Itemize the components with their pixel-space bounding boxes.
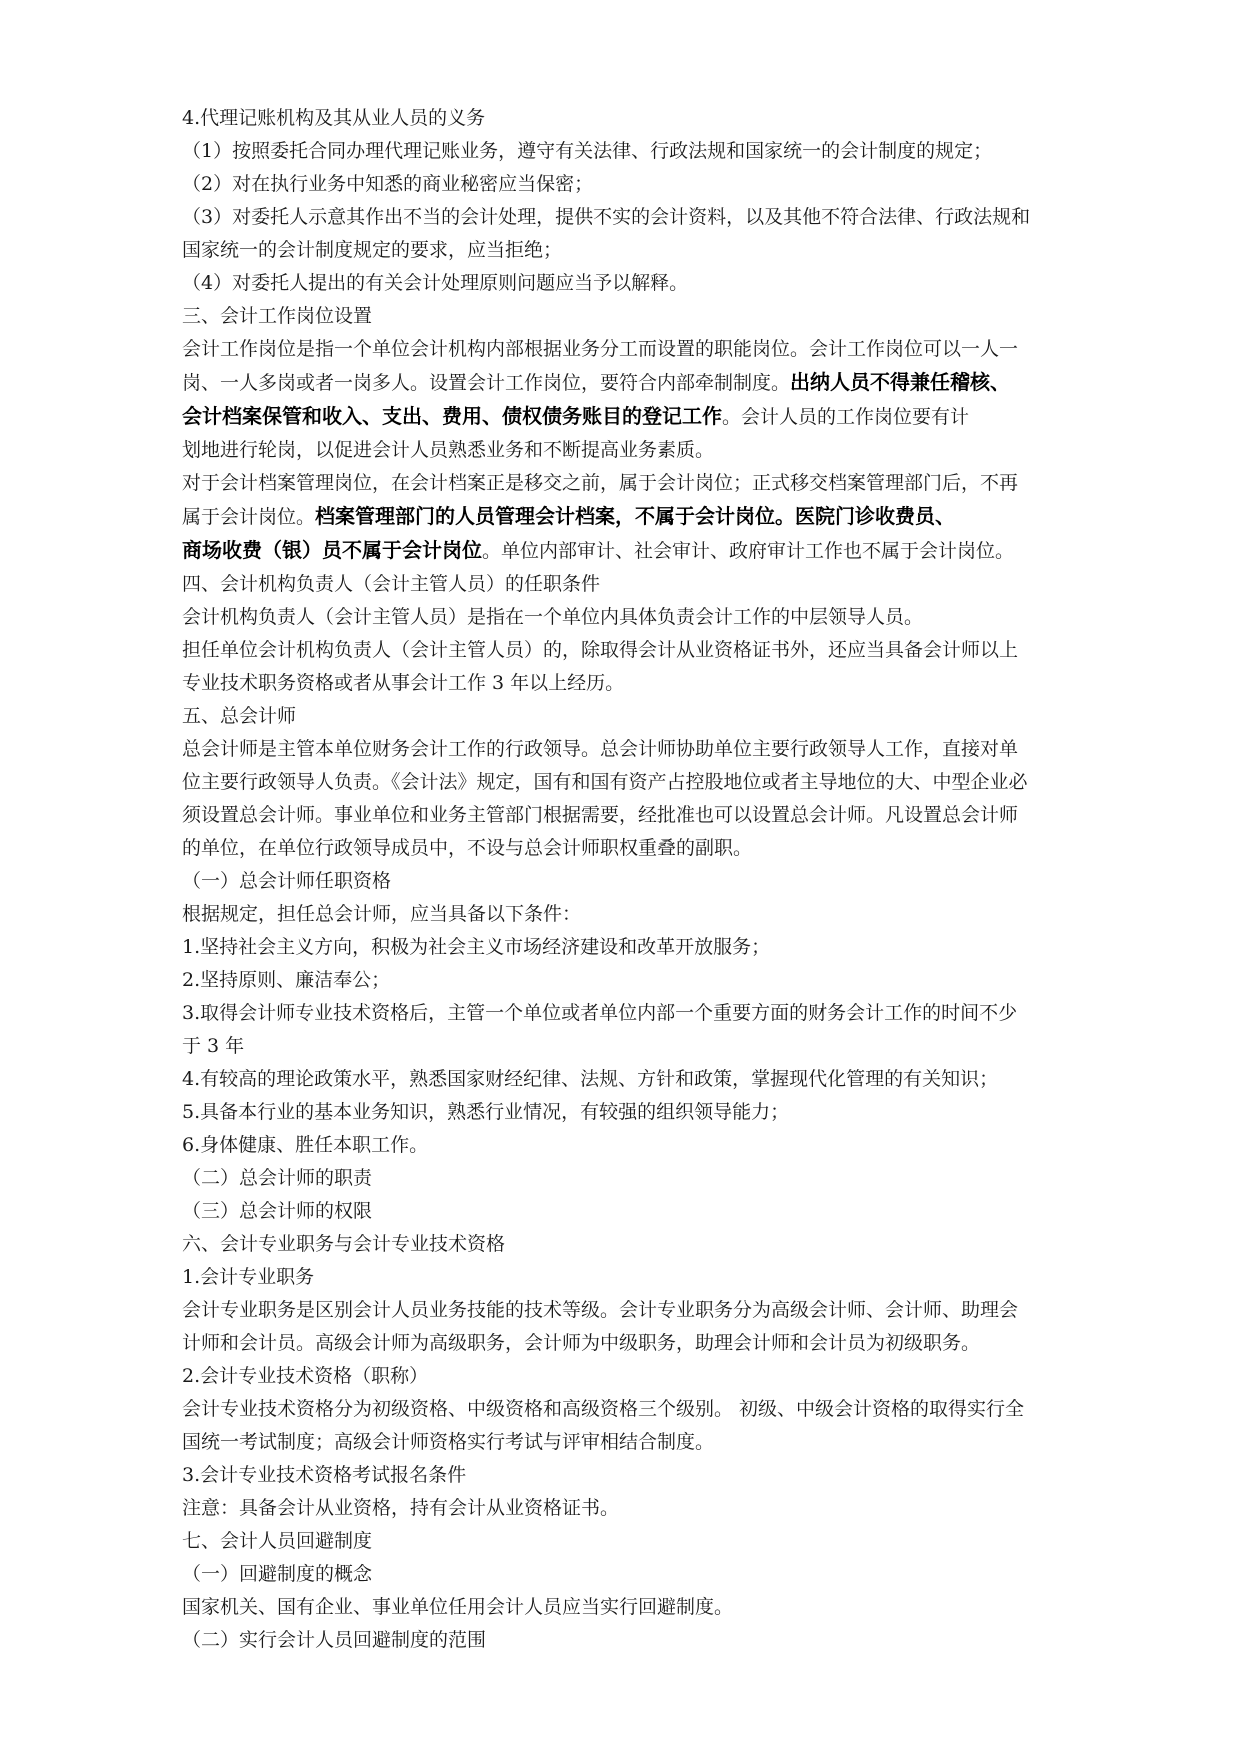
text-line: 专业技术职务资格或者从事会计工作 3 年以上经历。 bbox=[182, 672, 625, 694]
text-line bbox=[182, 400, 1142, 434]
text-line: 2.坚持原则、廉洁奉公； bbox=[182, 969, 391, 991]
text-line: 担任单位会计机构负责人（会计主管人员）的，除取得会计从业资格证书外，还应当具备会计师以上 bbox=[182, 639, 1019, 661]
text-line: （三）总会计师的权限 bbox=[182, 1200, 373, 1222]
text-line: （一）总会计师任职资格 bbox=[182, 870, 392, 892]
text-line: 须设置总会计师。事业单位和业务主管部门根据需要，经批准也可以设置总会计师。凡设置总会计师 bbox=[182, 804, 1019, 826]
text-line: 的单位，在单位行政领导成员中，不设与总会计师职权重叠的副职。 bbox=[182, 837, 753, 859]
text-line: 4.有较高的理论政策水平，熟悉国家财经纪律、法规、方针和政策，掌握现代化管理的有关知识； bbox=[182, 1068, 999, 1090]
text-line: （3）对委托人示意其作出不当的会计处理，提供不实的会计资料，以及其他不符合法律、行政法规和 bbox=[182, 206, 1031, 228]
emphasis-text: 出纳人员不得兼任稽核、 bbox=[790, 370, 1011, 394]
text-line: （1）按照委托合同办理代理记账业务，遵守有关法律、行政法规和国家统一的会计制度的规定； bbox=[182, 140, 993, 162]
text-segment: 。会计人员的工作岗位要有计 bbox=[722, 406, 970, 428]
text-line: 根据规定，担任总会计师，应当具备以下条件： bbox=[182, 903, 582, 925]
text-line: 1.会计专业职务 bbox=[182, 1266, 315, 1288]
text-line: 6.身体健康、胜任本职工作。 bbox=[182, 1134, 429, 1156]
text-line: 会计专业职务是区别会计人员业务技能的技术等级。会计专业职务分为高级会计师、会计师、助理会 bbox=[182, 1299, 1019, 1321]
text-line: 5.具备本行业的基本业务知识，熟悉行业情况，有较强的组织领导能力； bbox=[182, 1101, 790, 1123]
text-line: 计师和会计员。高级会计师为高级职务，会计师为中级职务，助理会计师和会计员为初级职务。 bbox=[182, 1332, 981, 1354]
text-line: 注意：具备会计从业资格，持有会计从业资格证书。 bbox=[182, 1497, 620, 1519]
text-line: 会计工作岗位是指一个单位会计机构内部根据业务分工而设置的职能岗位。会计工作岗位可以一人一 bbox=[182, 338, 1019, 360]
emphasis-text: 会计档案保管和收入、支出、费用、债权债务账目的登记工作 bbox=[182, 404, 722, 428]
text-segment: 。单位内部审计、社会审计、政府审计工作也不属于会计岗位。 bbox=[482, 540, 1015, 562]
text-line: 1.坚持社会主义方向，积极为社会主义市场经济建设和改革开放服务； bbox=[182, 936, 771, 958]
text-line: （一）回避制度的概念 bbox=[182, 1563, 373, 1585]
text-line: 会计专业技术资格分为初级资格、中级资格和高级资格三个级别。 初级、中级会计资格的取得实行全 bbox=[182, 1398, 1025, 1420]
text-line: 国家统一的会计制度规定的要求，应当拒绝； bbox=[182, 239, 563, 261]
text-line: （二）总会计师的职责 bbox=[182, 1167, 373, 1189]
text-line bbox=[182, 534, 1142, 568]
text-line: 位主要行政领导人负责。《会计法》规定，国有和国有资产占控股地位或者主导地位的大、中型企业必 bbox=[182, 771, 1028, 793]
text-line: 国家机关、国有企业、事业单位任用会计人员应当实行回避制度。 bbox=[182, 1596, 734, 1618]
text-line: （2）对在执行业务中知悉的商业秘密应当保密； bbox=[182, 173, 594, 195]
text-segment: 属于会计岗位。 bbox=[182, 506, 316, 528]
text-line: 四、会计机构负责人（会计主管人员）的任职条件 bbox=[182, 573, 601, 595]
text-line: 4.代理记账机构及其从业人员的义务 bbox=[182, 107, 486, 129]
text-line: 于 3 年 bbox=[182, 1035, 245, 1057]
text-line bbox=[182, 366, 1142, 400]
text-line: 七、会计人员回避制度 bbox=[182, 1530, 373, 1552]
emphasis-text: 档案管理部门的人员管理会计档案，不属于会计岗位。医院门诊收费员、 bbox=[315, 504, 956, 528]
text-line: 国统一考试制度；高级会计师资格实行考试与评审相结合制度。 bbox=[182, 1431, 715, 1453]
text-line: 会计机构负责人（会计主管人员）是指在一个单位内具体负责会计工作的中层领导人员。 bbox=[182, 606, 924, 628]
document-page bbox=[182, 102, 1142, 1657]
text-line bbox=[182, 500, 1142, 534]
text-segment: 岗、一人多岗或者一岗多人。设置会计工作岗位，要符合内部牵制制度。 bbox=[182, 372, 791, 394]
text-line: 对于会计档案管理岗位，在会计档案正是移交之前，属于会计岗位；正式移交档案管理部门后，不再 bbox=[182, 472, 1019, 494]
text-line: 2.会计专业技术资格（职称） bbox=[182, 1365, 429, 1387]
text-line: 3.会计专业技术资格考试报名条件 bbox=[182, 1464, 467, 1486]
text-line: （4）对委托人提出的有关会计处理原则问题应当予以解释。 bbox=[182, 272, 689, 294]
text-line: 六、会计专业职务与会计专业技术资格 bbox=[182, 1233, 506, 1255]
text-line: 3.取得会计师专业技术资格后，主管一个单位或者单位内部一个重要方面的财务会计工作的时间不少 bbox=[182, 1002, 1018, 1024]
text-line: 五、总会计师 bbox=[182, 705, 297, 727]
emphasis-text: 商场收费（银）员不属于会计岗位 bbox=[182, 538, 482, 562]
text-line: 三、会计工作岗位设置 bbox=[182, 305, 373, 327]
text-line: 划地进行轮岗，以促进会计人员熟悉业务和不断提高业务素质。 bbox=[182, 439, 715, 461]
text-line: （二）实行会计人员回避制度的范围 bbox=[182, 1629, 487, 1651]
text-line: 总会计师是主管本单位财务会计工作的行政领导。总会计师协助单位主要行政领导人工作，直接对单 bbox=[182, 738, 1019, 760]
